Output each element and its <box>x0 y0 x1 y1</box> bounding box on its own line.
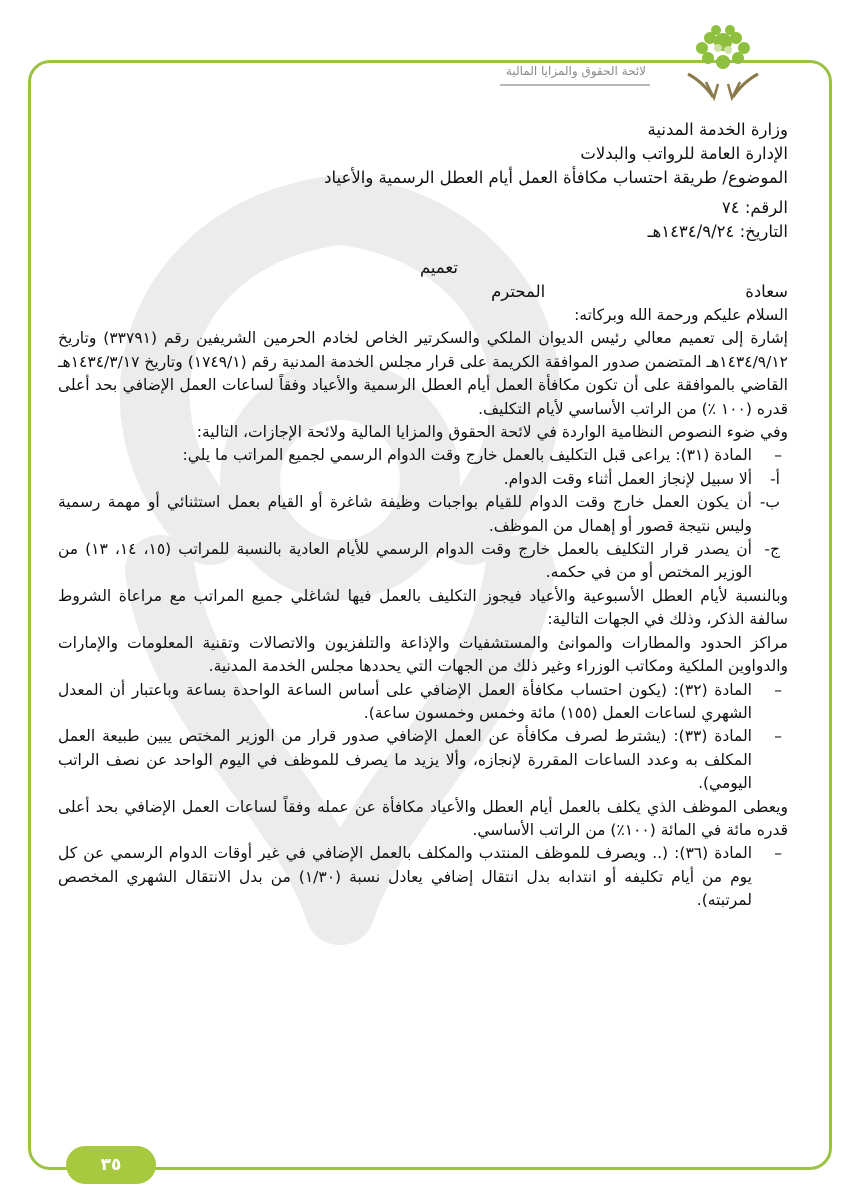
weekly-holidays-paragraph: وبالنسبة لأيام العطل الأسبوعية والأعياد فيجوز التكليف بالعمل فيها لشاغلي جميع المراتب مع مراعاة الشروط سالفة الذكر، وذلك في الجهات التالية: <box>58 586 788 629</box>
article-36: – المادة (٣٦): (.. ويصرف للموظف المنتدب والمكلف بالعمل الإضافي في غير أوقات الدوام الرسمي عن كل يوم من أيام تكليفه أو انتدابه بدل انتقال إضافي يعادل نسبة (١/٣٠) من بدل الانتقال الشهري المخصص لمرتبته). <box>58 844 782 910</box>
grant-paragraph: ويعطى الموظف الذي يكلف بالعمل أيام العطل والأعياد مكافأة عن عمله وفقاً لساعات العمل الإضافي بحد أعلى قدره مائة في المائة (١٠٠٪) من الراتب الأساسي. <box>58 797 788 839</box>
article-31-item-a: أ- ألا سبيل لإنجاز العمل أثناء وقت الدوام. <box>503 469 780 488</box>
addressee: سعادة <box>745 282 788 301</box>
respected: المحترم <box>491 282 546 301</box>
bullet-dash: – <box>774 680 782 699</box>
letter-subject: الموضوع/ طريقة احتساب مكافأة العمل أيام العطل الرسمية والأعياد <box>324 168 788 187</box>
page-number: ٣٥ <box>66 1146 156 1184</box>
eligible-entities-paragraph: مراكز الحدود والمطارات والموانئ والمستشفيات والإذاعة والتلفزيون والاتصالات وتقنية المعلومات والإمارات والدواوين الملكية ومكاتب الوزراء وغير ذلك من الجهات التي يحددها مجلس الخدمة المدنية. <box>58 633 788 676</box>
ministry-name: وزارة الخدمة المدنية <box>647 120 788 139</box>
addressee-line <box>58 280 788 304</box>
article-31-item-b: ب- أن يكون العمل خارج وقت الدوام للقيام بواجبات وظيفة شاغرة أو القيام بعمل استثنائي أو مهمة رسمية وليس نتيجة قصور أو إهمال من الموظف. <box>58 493 780 535</box>
letter-body <box>58 118 788 913</box>
bullet-dash: – <box>774 844 782 863</box>
article-31: – المادة (٣١): يراعى قبل التكليف بالعمل خارج وقت الدوام الرسمي لجميع المراتب ما يلي: <box>58 444 788 467</box>
greeting: السلام عليكم ورحمة الله وبركاته: <box>574 306 788 324</box>
article-31-item-c: ج- أن يصدر قرار التكليف بالعمل خارج وقت الدوام الرسمي للأيام العادية بالنسبة للمراتب (١٥، ١٤، ١٣) من الوزير المختص أو من في حكمه. <box>58 540 780 582</box>
letter-date: التاريخ: ١٤٣٤/٩/٢٤هـ <box>647 222 788 241</box>
bullet-dash: – <box>774 727 782 746</box>
article-33: – المادة (٣٣): (يشترط لصرف مكافأة عن العمل الإضافي صدور قرار من الوزير المختص يبين طبيعة العمل المكلف به وعدد الساعات المقررة لإنجازه، وألا يزيد ما يصرف للموظف في اليوم الواحد عن نصف الراتب اليومي). <box>58 727 782 793</box>
department-name: الإدارة العامة للرواتب والبدلات <box>580 144 788 163</box>
header-caption: لائحة الحقوق والمزايا المالية <box>505 64 646 78</box>
article-32: – المادة (٣٢): (يكون احتساب مكافأة العمل الإضافي على أساس الساعة الواحدة بساعة وباعتبار أن المعدل الشهري لساعات العمل (١٥٥) مائة وخمس وخمسون ساعة). <box>58 680 782 722</box>
intro-paragraph: إشارة إلى تعميم معالي رئيس الديوان الملكي والسكرتير الخاص لخادم الحرمين الشريفين رقم (٣٣٧٩١) وتاريخ ١٤٣٤/٩/١٢هـ المتضمن صدور الموافقة الكريمة على قرار مجلس الخدمة المدنية رقم (١٧٤٩/١) وتاريخ ١٤٣٤/٣/١٧هـ القاضي بالموافقة على أن تكون مكافأة العمل أيام العطل الرسمية والأعياد وفقاً لساعات العمل الإضافي بحد أعلى قدره (١٠٠ ٪) من الراتب الأساسي لأيام التكليف. <box>58 329 789 418</box>
letter-number: الرقم: ٧٤ <box>721 198 788 217</box>
header-rule <box>500 84 650 86</box>
bullet-dash: – <box>774 446 782 465</box>
logo-icon <box>668 12 778 102</box>
regulations-intro: وفي ضوء النصوص النظامية الواردة في لائحة الحقوق والمزايا المالية ولائحة الإجازات، التالية: <box>196 423 788 442</box>
circular-title: تعميم <box>419 258 458 277</box>
